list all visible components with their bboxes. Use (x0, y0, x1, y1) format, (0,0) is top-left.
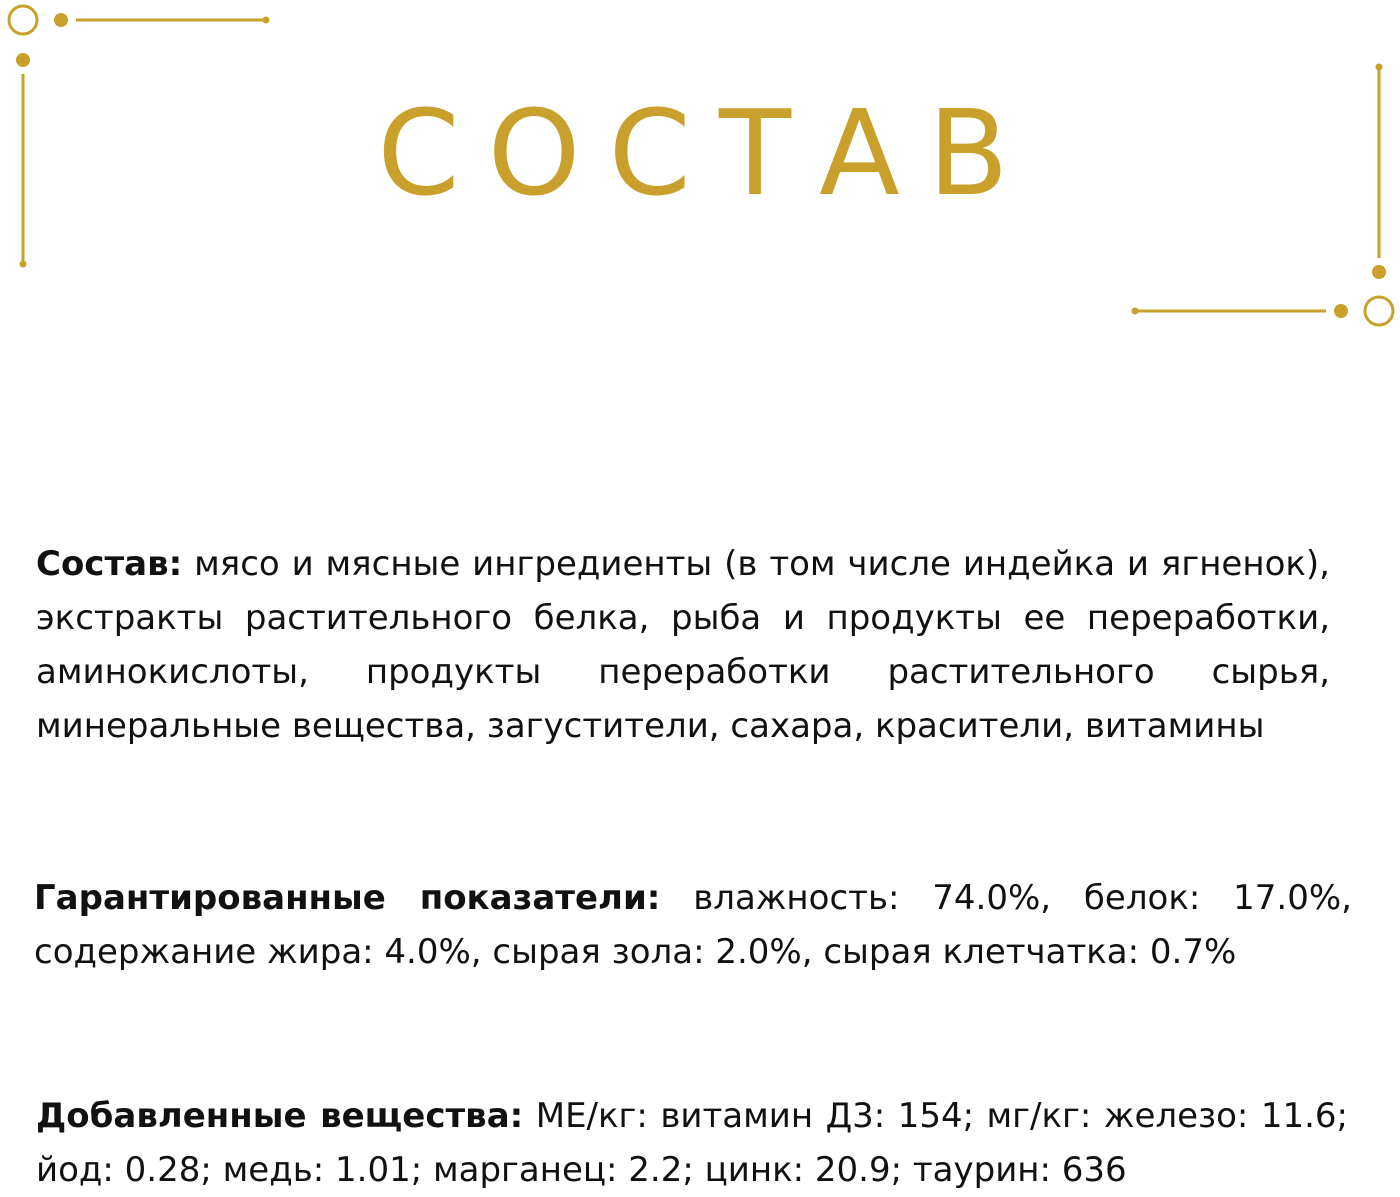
composition-text: мясо и мясные ингредиенты (в том числе индейка и ягненок), экстракты растительного белка, рыба и продукты ее переработки, аминокислоты, продукты переработки растительного сырья, минеральные вещества, загустители, сахара, красители, витамины (36, 544, 1330, 746)
composition-paragraph (36, 537, 1330, 753)
page-title: СОСТАВ (377, 84, 1037, 222)
composition-label: Состав: (36, 544, 183, 584)
additives-text: МЕ/кг: витамин Д3: 154; мг/кг: железо: 11.6; йод: 0.28; медь: 1.01; марганец: 2.2; цинк: 20.9; таурин: 636 (36, 1096, 1349, 1190)
guaranteed-analysis-text: влажность: 74.0%, белок: 17.0%, содержание жира: 4.0%, сырая зола: 2.0%, сырая клетчатка: 0.7% (34, 878, 1352, 972)
guaranteed-analysis-label: Гарантированные показатели: (34, 878, 661, 918)
guaranteed-analysis-paragraph (34, 871, 1352, 979)
additives-paragraph (36, 1089, 1348, 1197)
additives-label: Добавленные вещества: (36, 1096, 524, 1136)
